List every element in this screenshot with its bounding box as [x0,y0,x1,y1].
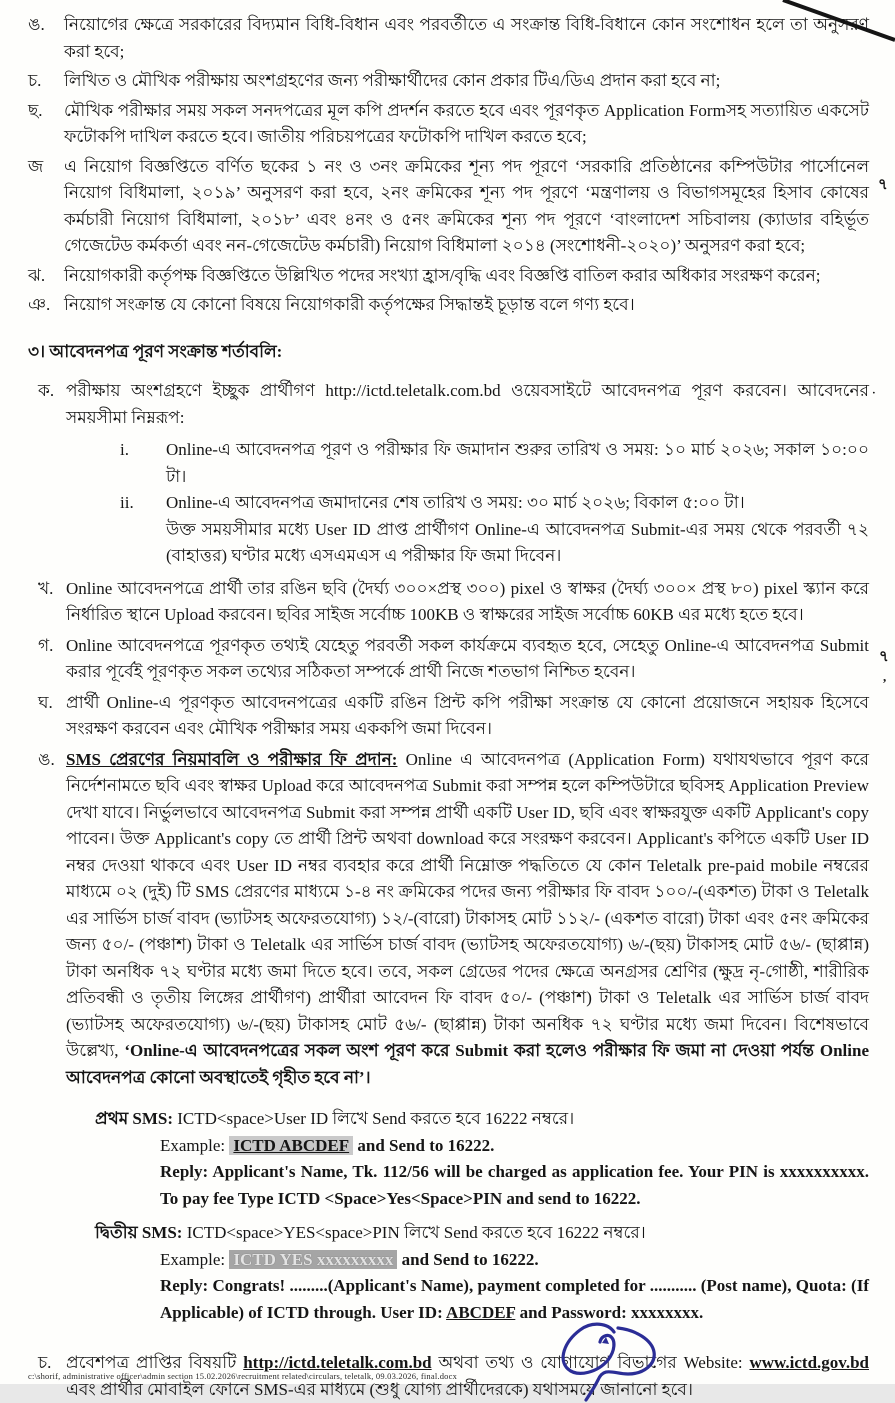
footer-file-path: c:\shorif, administrative officer\admin section 15.02.2026\recruitment related\circulars, teletalk, 09.03.2026, final.docx [28,1371,458,1381]
second-sms-example [160,1247,869,1274]
item-gha [38,690,869,743]
item-ga-text: Online আবেদনপত্রে পূরণকৃত তথ্যই যেহেতু পরবর্তী সকল কার্যক্রমে ব্যবহৃত হবে, সেহেতু Online-এ আবেদনপত্র Submit করার পূর্বেই পূরণকৃত সকল তথ্যের সঠিকতা সম্পর্কে প্রার্থী নিজে শতভাগ নিশ্চিত হবেন। [66,635,869,681]
item-label: খ. [38,578,54,598]
example-label: Example: [160,1135,230,1155]
first-sms-example [160,1133,869,1160]
clause-jho [28,263,869,290]
example-tail: and Send to 16222. [353,1135,495,1155]
clause-jo [28,154,869,260]
scan-artifact-mark: ৭ [878,177,888,193]
first-sms-label: প্রথম SMS: [95,1109,174,1128]
clause-text: এ নিয়োগ বিজ্ঞপ্তিতে বর্ণিত ছকের ১ নং ও ৩নং ক্রমিকের শূন্য পদ পূরণে ‘সরকারি প্রতিষ্ঠানের কম্পিউটার পার্সোনেল নিয়োগ বিধিমালা, ২০১৯’ অনুসরণ করা হবে, ২নং ক্রমিকের শূন্য পদ পূরণে ‘মন্ত্রণালয় ও বিভাগসমূহের হিসাব কোষের কর্মচারী নিয়োগ বিধিমালা, ২০১৮’ এবং ৪নং ও ৫নং ক্রমিকের শূন্য পদ পূরণে ‘বাংলাদেশ সচিবালয় (ক্যাডার বহির্ভূত গেজেটেড কর্মকর্তা এবং নন-গেজেটেড কর্মচারী) নিয়োগ বিধিমালা ২০১৪ (সংশোধনী-২০২০)’ অনুসরণ করা হবে; [64,156,869,255]
scan-artifact-mark: , [883,669,887,684]
item-label: চ. [38,1353,52,1372]
signature [552,1322,682,1384]
scan-artifact-mark: · [872,387,876,399]
cho-seg2: অথবা তথ্য ও যোগাযোগ বিভাগের Website: [431,1353,750,1372]
second-sms-reply [160,1273,869,1326]
deadline-end-row [120,490,869,517]
item-label: গ. [38,635,54,655]
clause-nyo [28,292,869,319]
reply-post: and Password: xxxxxxxx. [515,1302,704,1322]
clause-text: নিয়োগকারী কর্তৃপক্ষ বিজ্ঞপ্তিতে উল্লিখিত পদের সংখ্যা হ্রাস/বৃদ্ধি এবং বিজ্ঞপ্তি বাতিল করার অধিকার সংরক্ষণ করেন; [64,265,821,285]
cho-seg1: প্রবেশপত্র প্রাপ্তির বিষয়টি [66,1353,244,1372]
clause-text: নিয়োগ সংক্রান্ত যে কোনো বিষয়ে নিয়োগকারী কর্তৃপক্ষের সিদ্ধান্তই চূড়ান্ত বলে গণ্য হবে। [64,295,635,314]
clause-uma-top [28,12,869,65]
roman-numeral: ii. [120,493,134,512]
item-kha [38,576,869,629]
item-label: ঘ. [38,692,53,712]
second-sms-label: দ্বিতীয় SMS: [95,1223,183,1242]
deadline-start-row [120,437,869,490]
section-3-heading: ৩। আবেদনপত্র পূরণ সংক্রান্ত শর্তাবলি: [28,341,283,361]
cho-seg3: এবং প্রার্থীর মোবাইল ফোনে SMS-এর মাধ্যমে (শুধু যোগ্য প্রার্থীদেরকে) যথাসময়ে জানানো হবে। [66,1379,693,1399]
clause-label: চ. [28,71,42,90]
clause-label: ঙ. [28,15,45,34]
item-gha-text: প্রার্থী Online-এ পূরণকৃত আবেদনপত্রের একটি রঙিন প্রিন্ট কপি পরীক্ষা সংক্রান্ত যে কোনো প্রয়োজনে সহায়ক হিসেবে সংরক্ষণ করবেন এবং মৌখিক পরীক্ষার সময় এককপি জমা দিবেন। [66,692,869,738]
deadline-note: উক্ত সময়সীমার মধ্যে User ID প্রাপ্ত প্রার্থীগণ Online-এ আবেদনপত্র Submit-এর সময় থেকে পরবর্তী ৭২ (বাহাত্তর) ঘণ্টার মধ্যে এসএমএস এ পরীক্ষার ফি জমা দিবেন। [166,519,869,565]
reply-pre: Reply: Congrats! .........(Applicant's Name), payment completed for ........... (Post name), Quota: (If Applicable) of ICTD through. User ID: [160,1276,869,1322]
second-sms-block [95,1220,869,1326]
sms-rules-emphasis: ‘Online-এ আবেদনপত্রের সকল অংশ পূরণ করে Submit করা হলেও পরীক্ষার ফি জমা না দেওয়া পর্যন্ত Online আবেদনপত্র কোনো অবস্থাতেই গৃহীত হবে না’। [66,1041,869,1087]
roman-numeral: i. [120,440,129,459]
second-sms-instruction [95,1220,869,1247]
clause-text: মৌখিক পরীক্ষার সময় সকল সনদপত্রের মূল কপি প্রদর্শন করতে হবে এবং পূরণকৃত Application Formসহ সত্যায়িত একসেট ফটোকপি দাখিল করতে হবে। জাতীয় পরিচয়পত্রের ফটোকপি দাখিল করতে হবে; [64,100,869,146]
example-label: Example: [160,1249,230,1269]
sms-rules-body: Online এ আবেদনপত্র (Application Form) যথাযথভাবে পূরণ করে নির্দেশনামতে ছবি এবং স্বাক্ষর Upload করে আবেদনপত্র Submit করা সম্পন্ন হলে কম্পিউটারে ছবিসহ Application Preview দেখা যাবে। নির্ভুলভাবে আবেদনপত্র Submit করা সম্পন্ন প্রার্থী একটি User ID, ছবি এবং স্বাক্ষরযুক্ত একটি Applicant's copy পাবেন। উক্ত Applicant's copy তে প্রার্থী প্রিন্ট অথবা download করে সংরক্ষণ করবেন। Applicant's কপিতে একটি User ID নম্বর দেওয়া থাকবে এবং User ID নম্বর ব্যবহার করে প্রার্থী নিম্নোক্ত পদ্ধতিতে যে কোন Teletalk pre-paid mobile নম্বরের মাধ্যমে ০২ (দুই) টি SMS প্রেরণের মাধ্যমে ১-৪ নং ক্রমিকের পদের জন্য পরীক্ষার ফি বাবদ ১০০/-(একশত) টাকা ও Teletalk এর সার্ভিস চার্জ বাবদ (ভ্যাটসহ অফেরতযোগ্য) ১২/-(বারো) টাকাসহ মোট ১১২/- (একশত বারো) টাকা এবং ৫নং ক্রমিকের জন্য ৫০/- (পঞ্চাশ) টাকা ও Teletalk এর সার্ভিস চার্জ বাবদ (ভ্যাটসহ অফেরতযোগ্য) ৬/-(ছয়) টাকাসহ মোট ৫৬/- (ছাপ্পান্ন) টাকা অনধিক ৭২ ঘণ্টার মধ্যে জমা দিতে হবে। তবে, সকল গ্রেডের পদের ক্ষেত্রে অনগ্রসর শ্রেণির (ক্ষুদ্র নৃ-গোষ্ঠী, শারীরিক প্রতিবন্ধী ও তৃতীয় লিঙ্গের প্রার্থীগণ) প্রার্থীরা আবেদন ফি বাবদ ৫০/- (পঞ্চাশ) টাকা ও Teletalk এর সার্ভিস চার্জ বাবদ (ভ্যাটসহ অফেরতযোগ্য) ৬/-(ছয়) টাকাসহ মোট ৫৬/- (ছাপ্পান্ন) টাকা অনধিক ৭২ ঘণ্টার মধ্যে জমা দিবেন। বিশেষভাবে উল্লেখ্য, [66,749,869,1060]
example-tail: and Send to 16222. [397,1249,539,1269]
item-label: ঙ. [38,749,55,769]
sms-rules-heading: SMS প্রেরণের নিয়মাবলি ও পরীক্ষার ফি প্রদান: [66,749,398,769]
teletalk-url: http://ictd.teletalk.com.bd [243,1353,432,1372]
item-ka-text: পরীক্ষায় অংশগ্রহণে ইচ্ছুক প্রার্থীগণ http://ictd.teletalk.com.bd ওয়েবসাইটে আবেদনপত্র পূরণ করবেন। আবেদনের সময়সীমা নিম্নরূপ: [66,381,869,427]
scan-artifact-mark: ৭ [879,649,889,665]
example-code-highlighted: ICTD YES xxxxxxxxx [229,1250,397,1269]
deadline-start-text: Online-এ আবেদনপত্র পূরণ ও পরীক্ষার ফি জমাদান শুরুর তারিখ ও সময়: ১০ মার্চ ২০২৬; সকাল ১০:০০ টা। [166,440,869,486]
item-ga [38,633,869,686]
clause-label: জ [28,156,44,176]
clause-label: ঞ. [28,295,51,314]
application-deadline-list [120,437,869,570]
clause-label: ছ. [28,100,43,120]
ictd-url: www.ictd.gov.bd [749,1353,869,1372]
item-ka [38,378,869,572]
clause-cho-top [28,68,869,95]
item-label: ক. [38,381,55,400]
clause-label: ঝ. [28,265,46,285]
first-sms-block [95,1106,869,1212]
reply-user-id: ABCDEF [446,1302,516,1322]
clause-text: নিয়োগের ক্ষেত্রে সরকারের বিদ্যমান বিধি-বিধান এবং পরবর্তীতে এ সংক্রান্ত বিধি-বিধানে কোন সংশোধন হলে তা অনুসরণ করা হবে; [64,15,869,61]
example-code-highlighted: ICTD ABCDEF [229,1136,353,1155]
page-corner-fold-mark [775,0,895,48]
first-sms-text: ICTD<space>User ID লিখে Send করতে হবে 16222 নম্বরে। [173,1109,575,1128]
first-sms-reply: Reply: Applicant's Name, Tk. 112/56 will be charged as application fee. Your PIN is xxxxxxxxxx. To pay fee Type ICTD <Space>Yes<Space>PIN and send to 16222. [160,1162,869,1208]
item-kha-text: Online আবেদনপত্রে প্রার্থী তার রঙিন ছবি (দৈর্ঘ্য ৩০০×প্রস্থ ৩০০) pixel ও স্বাক্ষর (দৈর্ঘ্য ৩০০× প্রস্থ ৮০) pixel স্ক্যান করে নির্ধারিত স্থানে Upload করবেন। ছবির সাইজ সর্বোচ্চ 100KB ও স্বাক্ষরের সাইজ সর্বোচ্চ 60KB এর মধ্যে হতে হবে। [66,578,869,624]
deadline-end-text: Online-এ আবেদনপত্র জমাদানের শেষ তারিখ ও সময়: ৩০ মার্চ ২০২৬; বিকাল ৫:০০ টা। [166,493,745,512]
first-sms-instruction [95,1106,869,1133]
clause-chho [28,98,869,151]
second-sms-text: ICTD<space>YES<space>PIN লিখে Send করতে হবে 16222 নম্বরে। [182,1223,646,1242]
item-uma-sms-rules [38,747,869,1092]
section-3-body [38,378,869,1403]
clause-text: লিখিত ও মৌখিক পরীক্ষায় অংশগ্রহণের জন্য পরীক্ষার্থীদের কোন প্রকার টিএ/ডিএ প্রদান করা হবে না; [64,71,721,90]
